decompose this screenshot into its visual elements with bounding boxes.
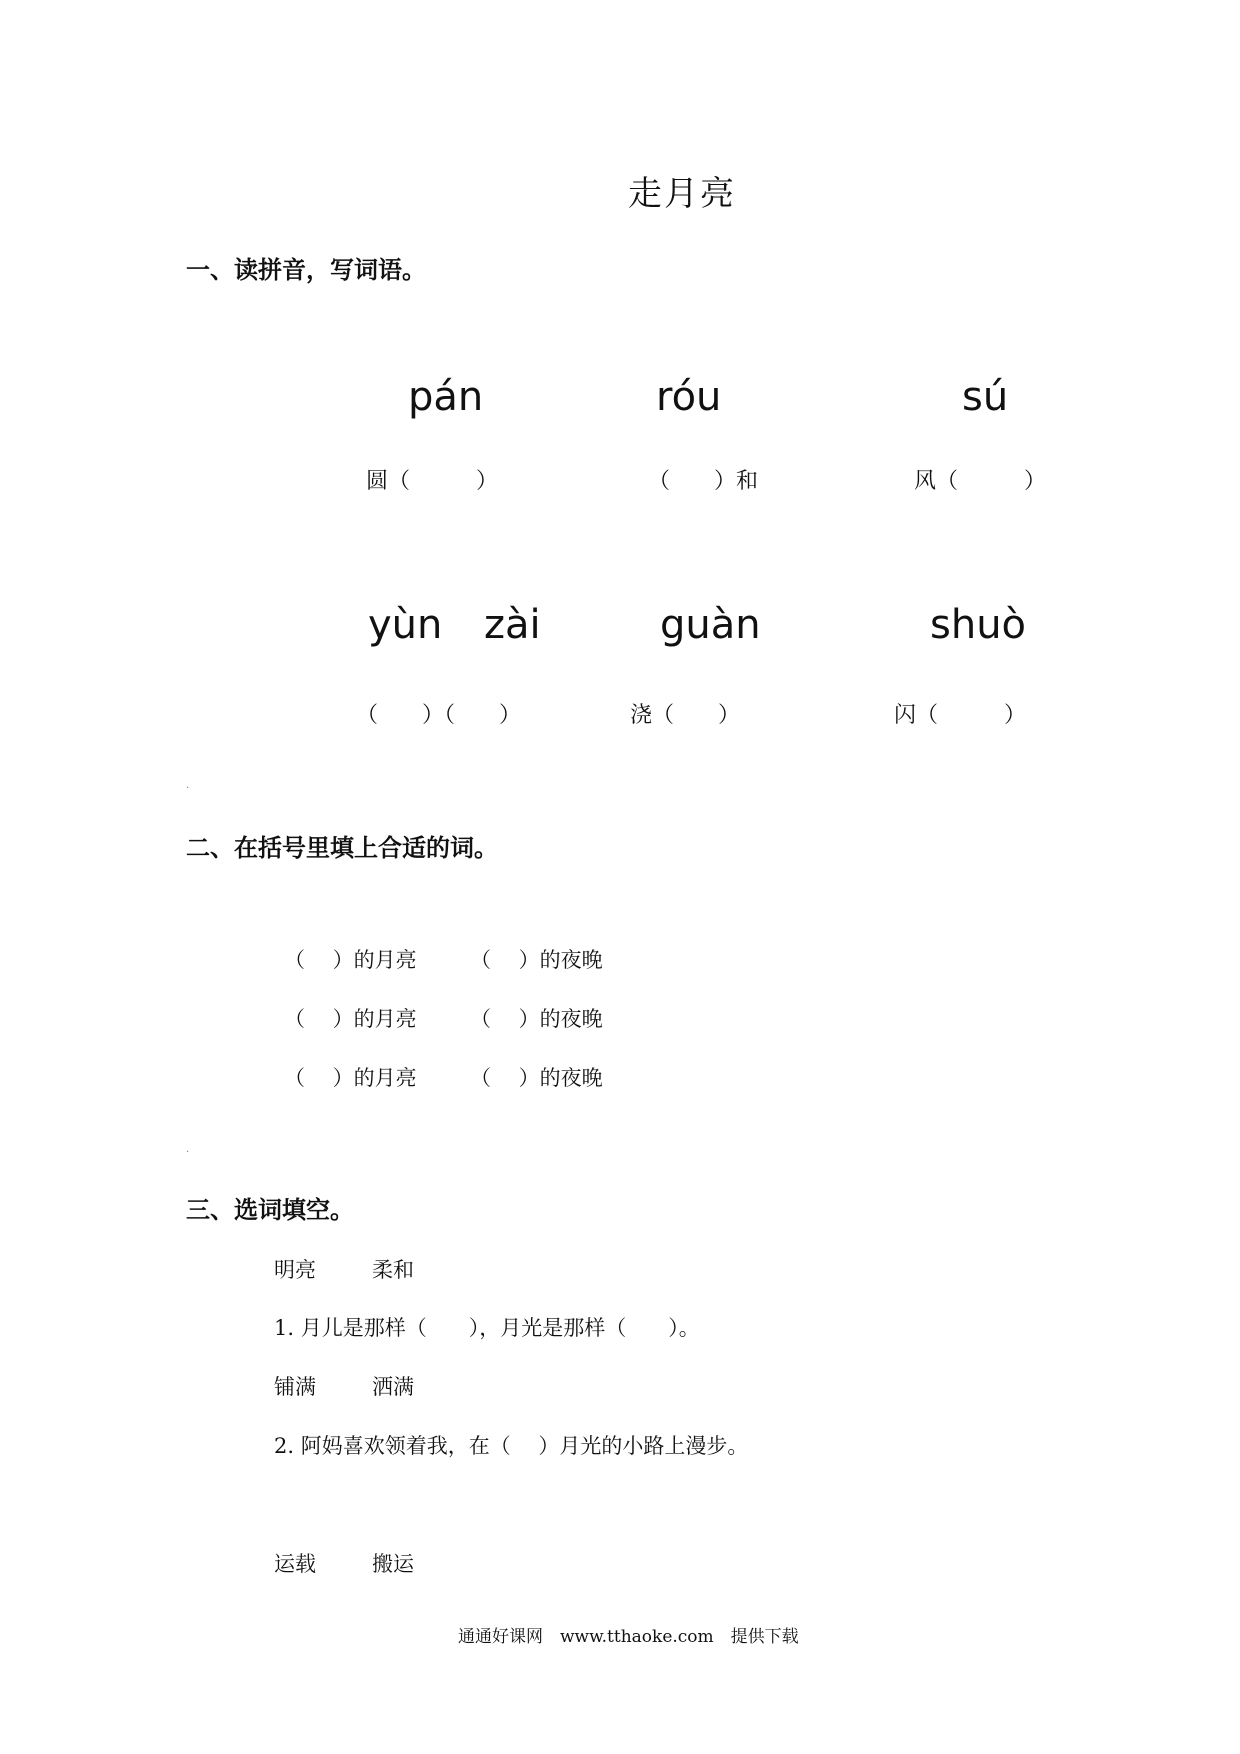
word-option: 运载 (274, 1552, 316, 1576)
fill-row-2-left[interactable]: （ ）的月亮 (284, 1007, 417, 1031)
answer-blank-yunzai[interactable]: （ ）（ ） (356, 703, 522, 728)
answer-blank-feng[interactable]: 风（ ） (914, 469, 1047, 494)
word-option: 铺满 (274, 1375, 316, 1399)
page-title: 走月亮 (628, 174, 736, 214)
pinyin-su: sú (962, 374, 1009, 420)
sentence-2[interactable]: 2. 阿妈喜欢领着我，在（ ）月光的小路上漫步。 (274, 1434, 749, 1458)
pinyin-rou: róu (656, 374, 722, 420)
dot-mark: . (186, 1144, 190, 1155)
word-option: 洒满 (372, 1375, 414, 1399)
fill-row-2-right[interactable]: （ ）的夜晚 (470, 1007, 603, 1031)
fill-row-3-right[interactable]: （ ）的夜晚 (470, 1066, 603, 1090)
answer-blank-jiao[interactable]: 浇（ ） (630, 703, 741, 728)
pinyin-guan: guàn (660, 602, 761, 648)
fill-row-1-right[interactable]: （ ）的夜晚 (470, 948, 603, 972)
section2-heading: 二、在括号里填上合适的词。 (186, 834, 498, 862)
fill-row-1-left[interactable]: （ ）的月亮 (284, 948, 417, 972)
answer-blank-shan[interactable]: 闪（ ） (894, 703, 1027, 728)
answer-blank-he[interactable]: （ ）和 (648, 469, 759, 494)
word-option: 搬运 (372, 1552, 414, 1576)
word-option: 明亮 (274, 1258, 316, 1282)
section3-heading: 三、选词填空。 (186, 1196, 354, 1224)
pinyin-pan: pán (408, 374, 484, 420)
page-footer: 通通好课网 www.tthaoke.com 提供下载 (458, 1627, 799, 1647)
answer-blank-yuan[interactable]: 圆（ ） (366, 469, 499, 494)
section1-heading: 一、读拼音，写词语。 (186, 256, 426, 284)
word-option: 柔和 (372, 1258, 414, 1282)
pinyin-shuo: shuò (930, 602, 1027, 648)
dot-mark: . (186, 780, 190, 791)
pinyin-zai: zài (484, 602, 541, 648)
pinyin-yun: yùn (368, 602, 443, 648)
sentence-1[interactable]: 1. 月儿是那样（ ），月光是那样（ ）。 (274, 1316, 700, 1340)
fill-row-3-left[interactable]: （ ）的月亮 (284, 1066, 417, 1090)
